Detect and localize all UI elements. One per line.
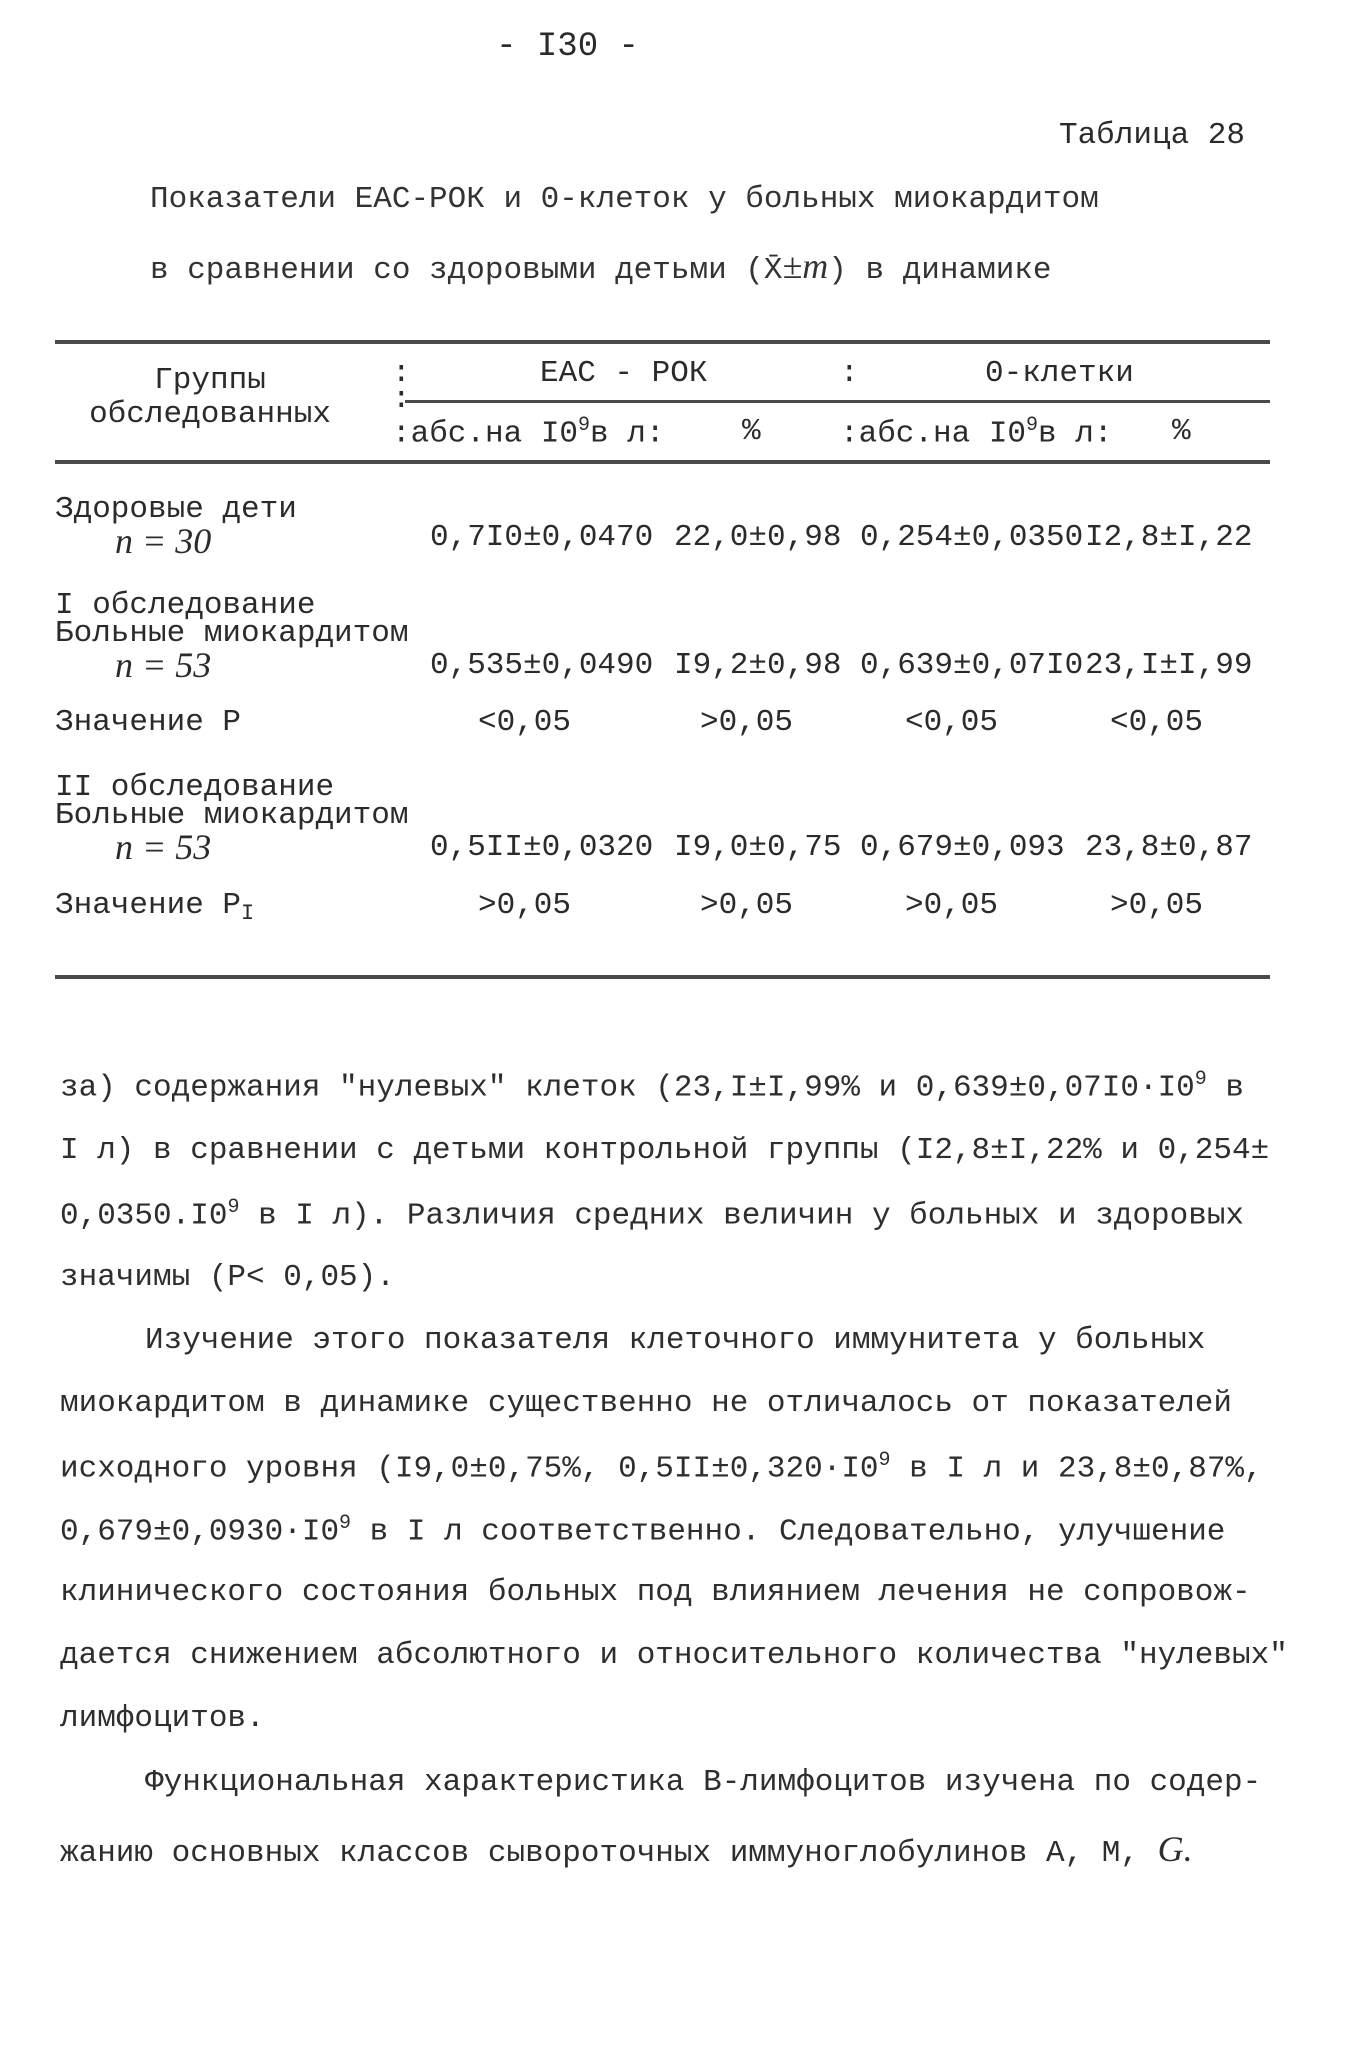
body-line-11: лимфоцитов. [60,1701,265,1736]
column-header-groups [60,364,360,432]
row-n-healthy: n = 30 [115,521,212,561]
cell-p1-zero-pct: >0,05 [1110,888,1204,923]
cell-healthy-eac-abs: 0,7I0±0,0470 [430,520,654,555]
body-text: 0,0350.I0 [60,1198,228,1234]
row-label-exam2: II обследование [55,770,335,805]
row-n-exam2: n = 53 [115,827,212,867]
table-top-rule [55,340,1270,344]
cell-exam1-zero-abs: 0,639±0,07I0 [860,648,1084,683]
pm-m-symbol: ±m [782,246,829,286]
caption-text-end: ) в динамике [828,253,1052,288]
subheader-abs-text: :абс.на I0 [392,416,579,452]
header-colon-2: : [392,382,411,417]
cell-healthy-zero-pct: I2,8±I,22 [1085,520,1253,555]
body-line-1 [60,1068,1244,1105]
p1-subscript: I [241,901,255,926]
cell-healthy-eac-pct: 22,0±0,98 [674,520,842,555]
table-bottom-rule [55,975,1270,979]
table-header-rule [55,460,1270,464]
exponent: 9 [878,1449,891,1472]
x-bar-symbol: X̄ [763,253,783,288]
body-line-4: значимы (Р< 0,05). [60,1260,395,1295]
page-number: - I30 - [496,28,639,66]
cell-p1-eac-abs: >0,05 [478,888,572,923]
cell-p-zero-pct: <0,05 [1110,705,1204,740]
cell-exam1-eac-pct: I9,2±0,98 [674,648,842,683]
body-text: в I л и 23,8±0,87%, [909,1451,1263,1487]
cell-p-eac-pct: >0,05 [700,705,794,740]
body-text: за) содержания "нулевых" клеток (23,I±I,99% и 0,639±0,07I0·I0 [60,1070,1195,1106]
subheader-abs-eac [392,414,664,451]
header-colon-3: : [840,356,859,391]
cell-p1-eac-pct: >0,05 [700,888,794,923]
body-line-12: Функциональная характеристика В-лимфоцитов изучена по содер- [145,1765,1262,1800]
exponent: 9 [339,1512,352,1535]
cell-exam2-zero-pct: 23,8±0,87 [1085,830,1253,865]
row-label-exam2-patients: Больные миокардитом [55,798,409,833]
body-line-2: I л) в сравнении с детьми контрольной группы (I2,8±I,22% и 0,254± [60,1133,1270,1168]
row-label-p1 [55,888,254,926]
body-line-10: дается снижением абсолютного и относительного количества "нулевых" [60,1638,1288,1673]
cell-p-eac-abs: <0,05 [478,705,572,740]
body-text: 0,679±0,0930·I0 [60,1514,340,1550]
subheader-unit: в л: [590,416,665,452]
cell-p1-zero-abs: >0,05 [905,888,999,923]
body-line-13 [60,1828,1193,1871]
subheader-abs-text: :абс.на I0 [840,416,1027,452]
exponent: 9 [227,1196,240,1219]
body-text-tail: в [1225,1070,1245,1106]
row-label-p: Значение Р [55,705,242,740]
row-label-exam1-patients: Больные миокардитом [55,616,409,651]
cell-p-zero-abs: <0,05 [905,705,999,740]
exponent: 9 [1194,1068,1207,1091]
subheader-abs-zero [840,414,1112,451]
body-text: исходного уровня (I9,0±0,75%, 0,5II±0,320·I0 [60,1451,879,1487]
cell-exam1-zero-pct: 23,I±I,99 [1085,648,1253,683]
cell-healthy-zero-abs: 0,254±0,0350 [860,520,1084,555]
groups-label-line-2: обследованных [89,397,331,432]
cell-exam2-zero-abs: 0,679±0,093 [860,830,1065,865]
body-text: жанию основных классов сывороточных иммуноглобулинов А, М, [60,1836,1158,1871]
table-caption-line-2 [150,245,1052,288]
handwritten-g: G. [1157,1829,1193,1869]
p1-label-text: Значение Р [55,888,242,923]
body-line-8 [60,1512,1225,1549]
table-caption-line-1: Показатели ЕАС-РОК и 0-клеток у больных миокардитом [150,182,1099,217]
body-line-3 [60,1196,1244,1233]
cell-exam2-eac-abs: 0,5II±0,0320 [430,830,654,865]
column-header-zero-cells: 0-клетки [985,356,1134,391]
header-colon-1: : [392,356,411,391]
body-line-6: миокардитом в динамике существенно не отличалось от показателей [60,1386,1232,1421]
row-n-exam1: n = 53 [115,645,212,685]
subheader-sup: 9 [1026,414,1039,437]
cell-exam2-eac-pct: I9,0±0,75 [674,830,842,865]
body-line-5: Изучение этого показателя клеточного иммунитета у больных [145,1323,1206,1358]
subheader-unit: в л: [1038,416,1113,452]
subheader-pct-eac: % [742,414,761,449]
table-header-divider [405,400,1270,403]
body-line-7 [60,1449,1263,1486]
table-label: Таблица 28 [1058,118,1245,153]
cell-exam1-eac-abs: 0,535±0,0490 [430,648,654,683]
caption-text: в сравнении со здоровыми детьми ( [150,253,764,288]
subheader-pct-zero: % [1172,414,1191,449]
column-header-eac-rok: ЕАС - РОК [540,356,708,391]
row-label-healthy: Здоровые дети [55,492,297,527]
subheader-sup: 9 [578,414,591,437]
row-label-exam1: I обследование [55,588,316,623]
groups-label-line-1: Группы [154,363,266,398]
body-line-9: клинического состояния больных под влиянием лечения не сопровож- [60,1575,1251,1610]
body-text: в I л). Различия средних величин у больных и здоровых [258,1198,1245,1234]
body-text: в I л соответственно. Следовательно, улучшение [369,1514,1226,1550]
